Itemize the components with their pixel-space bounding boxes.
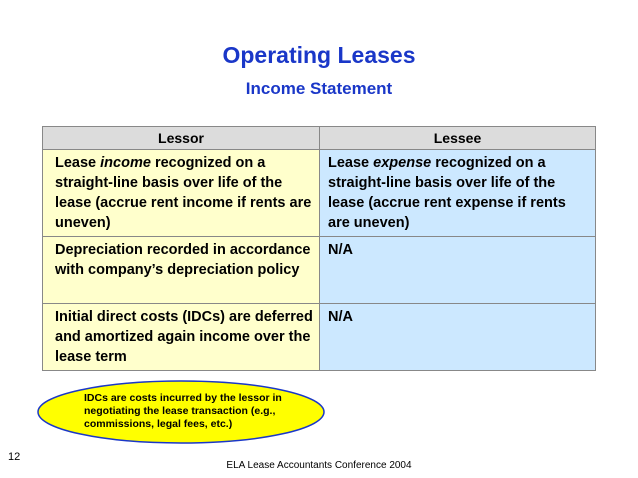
- cell-lessor-idc: Initial direct costs (IDCs) are deferred and amortized again income over the lease term: [43, 304, 320, 371]
- page-number: 12: [8, 451, 21, 463]
- cell-lessor-depreciation: Depreciation recorded in accordance with company’s depreciation policy: [43, 237, 320, 304]
- header-lessee: Lessee: [320, 127, 596, 150]
- cell-lessor-income: Lease income recognized on a straight-line basis over life of the lease (accrue rent income if rents are uneven): [43, 150, 320, 237]
- comparison-table: [42, 126, 596, 371]
- callout-text: IDCs are costs incurred by the lessor in negotiating the lease transaction (e.g., commissions, legal fees, etc.): [84, 392, 282, 430]
- cell-lessee-expense: Lease expense recognized on a straight-line basis over life of the lease (accrue rent expense if rents are uneven): [320, 150, 596, 237]
- cell-lessee-depreciation: N/A: [320, 237, 596, 304]
- table-header-row: [43, 127, 596, 150]
- table-row: [43, 150, 596, 237]
- header-lessor: Lessor: [43, 127, 320, 150]
- slide-subtitle: Income Statement: [245, 79, 393, 98]
- cell-lessee-idc: N/A: [320, 304, 596, 371]
- table-row: [43, 304, 596, 371]
- slide-title: Operating Leases: [222, 42, 416, 68]
- emphasis-income: income: [100, 155, 151, 171]
- idc-callout: [36, 379, 326, 445]
- footer-text: ELA Lease Accountants Conference 2004: [226, 460, 412, 471]
- emphasis-expense: expense: [373, 155, 432, 171]
- table-row: [43, 237, 596, 304]
